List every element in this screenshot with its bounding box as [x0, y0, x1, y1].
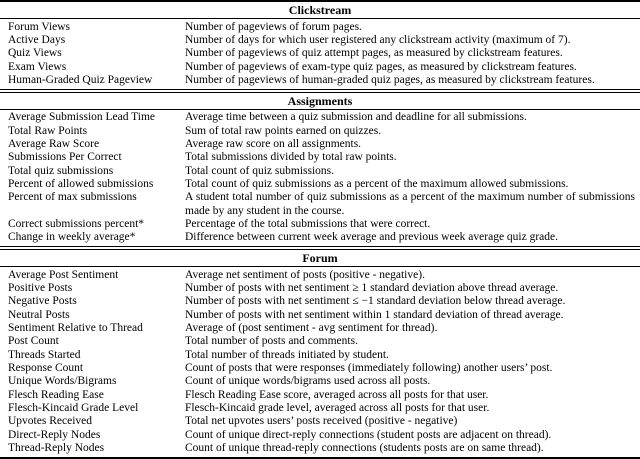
feature-description: Number of pageviews of forum pages.	[185, 20, 362, 33]
feature-name: Total Raw Points	[8, 124, 88, 137]
feature-description: Average net sentiment of posts (positive - negative).	[185, 268, 425, 281]
table-row	[0, 111, 640, 124]
table-row	[0, 191, 640, 218]
table-section-clickstream	[0, 2, 640, 89]
table-row	[0, 362, 640, 375]
feature-name: Response Count	[8, 362, 84, 375]
feature-name: Positive Posts	[8, 282, 73, 294]
feature-description: Number of pageviews of quiz attempt pages, as measured by clickstream features.	[185, 47, 563, 60]
table-row	[0, 74, 640, 87]
table-row	[0, 231, 640, 244]
feature-description: Average raw score on all assignments.	[185, 137, 362, 150]
feature-name: Unique Words/Bigrams	[8, 375, 117, 388]
feature-name: Post Count	[8, 335, 59, 348]
table-row	[0, 309, 640, 322]
table-row	[0, 138, 640, 151]
feature-description: Percentage of the total submissions that were correct.	[185, 217, 431, 230]
feature-description: Count of unique thread-reply connections (students posts are on same thread).	[185, 442, 544, 455]
table-row	[0, 389, 640, 402]
feature-description: Count of unique direct-reply connections (student posts are adjacent on thread).	[185, 428, 552, 441]
table-row	[0, 125, 640, 138]
feature-name: Direct-Reply Nodes	[8, 428, 101, 441]
feature-name: Forum Views	[8, 20, 71, 33]
feature-name: Thread-Reply Nodes	[8, 442, 105, 455]
feature-description: Total count of quiz submissions as a percent of the maximum allowed submissions.	[185, 177, 569, 190]
feature-name: Exam Views	[8, 60, 67, 73]
feature-description: Count of posts that were responses (immediately following) another users’ post.	[185, 362, 553, 375]
feature-name: Sentiment Relative to Thread	[8, 322, 143, 335]
table-row	[0, 165, 640, 178]
table-row	[0, 349, 640, 362]
table-section-forum	[0, 246, 640, 457]
feature-name: Total quiz submissions	[8, 164, 114, 177]
feature-description: Sum of total raw points earned on quizzes.	[185, 124, 382, 137]
table-row	[0, 429, 640, 442]
table-row	[0, 218, 640, 231]
section-rows	[0, 110, 640, 246]
feature-name: Average Raw Score	[8, 137, 100, 150]
feature-description: Count of unique words/bigrams used across all posts.	[185, 375, 431, 388]
table-row	[0, 34, 640, 47]
section-title: Forum	[0, 246, 640, 267]
table-section-assignments	[0, 89, 640, 246]
feature-name: Upvotes Received	[8, 415, 92, 428]
feature-description: Number of posts with net sentiment ≥ 1 standard deviation above thread average.	[185, 282, 559, 294]
table-row	[0, 335, 640, 348]
feature-name: Percent of max submissions	[8, 191, 137, 204]
feature-description: Average time between a quiz submission and deadline for all submissions.	[185, 111, 527, 124]
table-row	[0, 269, 640, 282]
feature-description: Total number of posts and comments.	[185, 335, 358, 348]
table-row	[0, 178, 640, 191]
feature-name: Quiz Views	[8, 47, 62, 60]
feature-name: Flesch-Kincaid Grade Level	[8, 402, 139, 415]
section-title: Clickstream	[0, 2, 640, 19]
feature-description: Number of pageviews of human-graded quiz pages, as measured by clickstream features.	[185, 73, 595, 86]
feature-description: Number of pageviews of exam-type quiz pages, as measured by clickstream features.	[185, 60, 577, 73]
feature-name: Submissions Per Correct	[8, 151, 122, 164]
feature-name: Average Submission Lead Time	[8, 111, 156, 124]
table-row	[0, 21, 640, 34]
table-row	[0, 415, 640, 428]
table-row	[0, 47, 640, 60]
feature-name: Neutral Posts	[8, 308, 70, 321]
table-row	[0, 61, 640, 74]
feature-description: Average of (post sentiment - avg sentiment for thread).	[185, 322, 438, 335]
table-row	[0, 295, 640, 308]
section-rows	[0, 267, 640, 457]
feature-name: Threads Started	[8, 348, 81, 361]
feature-description: Difference between current week average and previous week average quiz grade.	[185, 231, 559, 244]
table-row	[0, 402, 640, 415]
section-title: Assignments	[0, 89, 640, 110]
feature-description: A student total number of quiz submissions as a percent of the maximum number of submissions made by any student in the course.	[185, 191, 635, 217]
feature-name: Average Post Sentiment	[8, 268, 119, 281]
feature-name: Negative Posts	[8, 295, 77, 308]
table-row	[0, 375, 640, 388]
table-row	[0, 322, 640, 335]
feature-name: Human-Graded Quiz Pageview	[8, 73, 153, 86]
feature-description: Total count of quiz submissions.	[185, 164, 335, 177]
feature-name: Percent of allowed submissions	[8, 177, 154, 190]
feature-description: Number of days for which user registered any clickstream activity (maximum of 7).	[185, 33, 571, 46]
feature-description: Flesch-Kincaid grade level, averaged across all posts for that user.	[185, 402, 490, 415]
feature-description: Total number of threads initiated by student.	[185, 348, 389, 361]
table-row	[0, 282, 640, 295]
feature-description: Number of posts with net sentiment within 1 standard deviation of thread average.	[185, 308, 564, 321]
feature-name: Change in weekly average*	[8, 231, 136, 244]
table-row	[0, 442, 640, 455]
feature-description: Total net upvotes users’ posts received (positive - negative)	[185, 415, 458, 428]
feature-description: Total submissions divided by total raw points.	[185, 151, 397, 164]
feature-description: Flesch Reading Ease score, averaged across all posts for that user.	[185, 388, 489, 401]
section-rows	[0, 19, 640, 89]
feature-name: Flesch Reading Ease	[8, 388, 104, 401]
feature-name: Correct submissions percent*	[8, 217, 145, 230]
feature-description: Number of posts with net sentiment ≤ −1 standard deviation below thread average.	[185, 295, 566, 308]
table-row	[0, 151, 640, 164]
feature-name: Active Days	[8, 33, 66, 46]
